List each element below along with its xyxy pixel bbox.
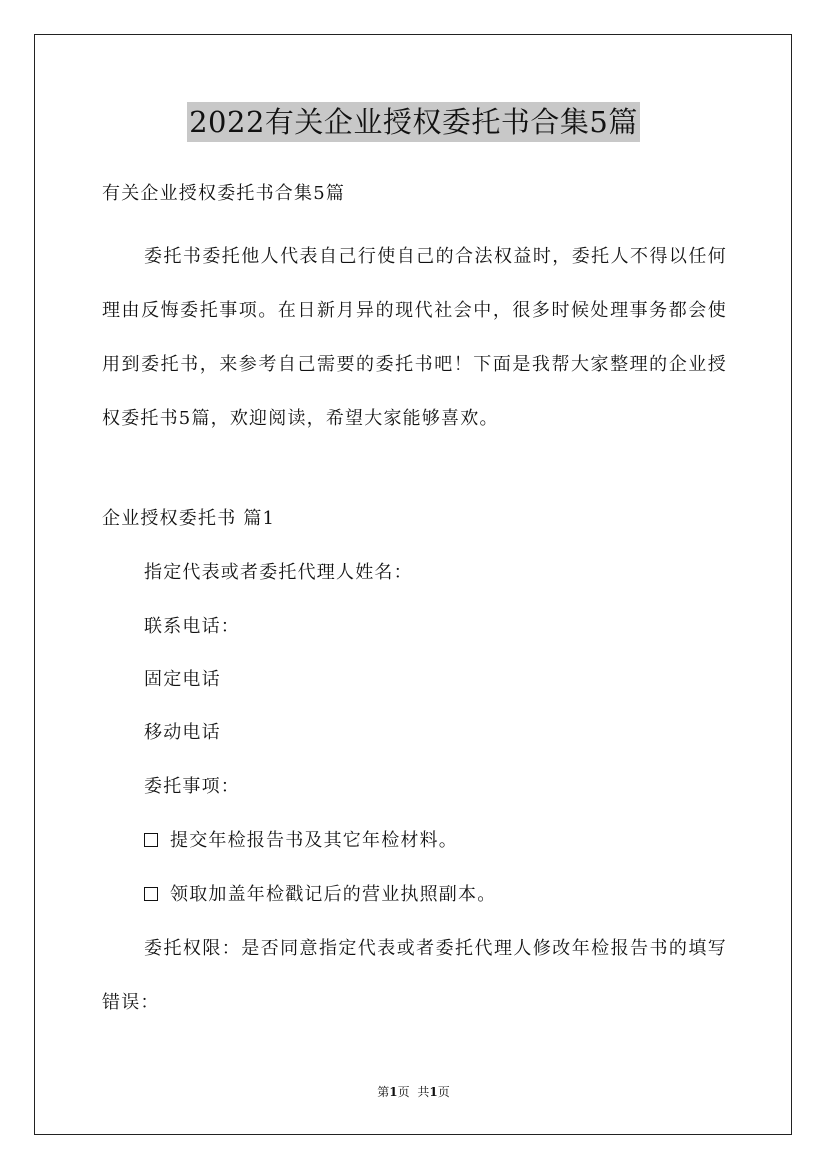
checklist-item-annual-report — [144, 828, 458, 854]
checklist-item-license-copy — [144, 882, 496, 908]
page-number: 1 — [389, 1085, 398, 1099]
checkbox-icon — [144, 887, 158, 901]
document-subtitle: 有关企业授权委托书合集5篇 — [102, 183, 346, 204]
matters-label: 委托事项： — [144, 776, 240, 797]
landline-label: 固定电话 — [144, 669, 221, 690]
total-number: 1 — [429, 1085, 438, 1099]
agent-name-label: 指定代表或者委托代理人姓名： — [144, 562, 413, 583]
page-footer — [0, 1083, 827, 1101]
contact-phone-label: 联系电话： — [144, 616, 240, 637]
intro-paragraph: 委托书委托他人代表自己行使自己的合法权益时，委托人不得以任何理由反悔委托事项。在日新月异的现代社会中，很多时候处理事务都会使用到委托书，来参考自己需要的委托书吧！下面是我帮大家整理的企业授权委托书5篇，欢迎阅读，希望大家能够喜欢。 — [102, 246, 727, 429]
section-heading: 企业授权委托书 篇1 — [102, 508, 276, 529]
checklist-item-label: 领取加盖年检戳记后的营业执照副本。 — [170, 884, 497, 905]
page-prefix: 第 — [377, 1085, 390, 1099]
document-title: 2022有关企业授权委托书合集5篇 — [187, 102, 640, 142]
checkbox-icon — [144, 833, 158, 847]
title-container — [0, 102, 827, 142]
page-suffix: 页 — [397, 1085, 410, 1099]
total-suffix: 页 — [437, 1085, 450, 1099]
total-prefix: 共 — [417, 1085, 430, 1099]
authority-paragraph: 委托权限：是否同意指定代表或者委托代理人修改年检报告书的填写错误： — [102, 938, 727, 1013]
mobile-label: 移动电话 — [144, 722, 221, 743]
checklist-item-label: 提交年检报告书及其它年检材料。 — [170, 830, 458, 851]
